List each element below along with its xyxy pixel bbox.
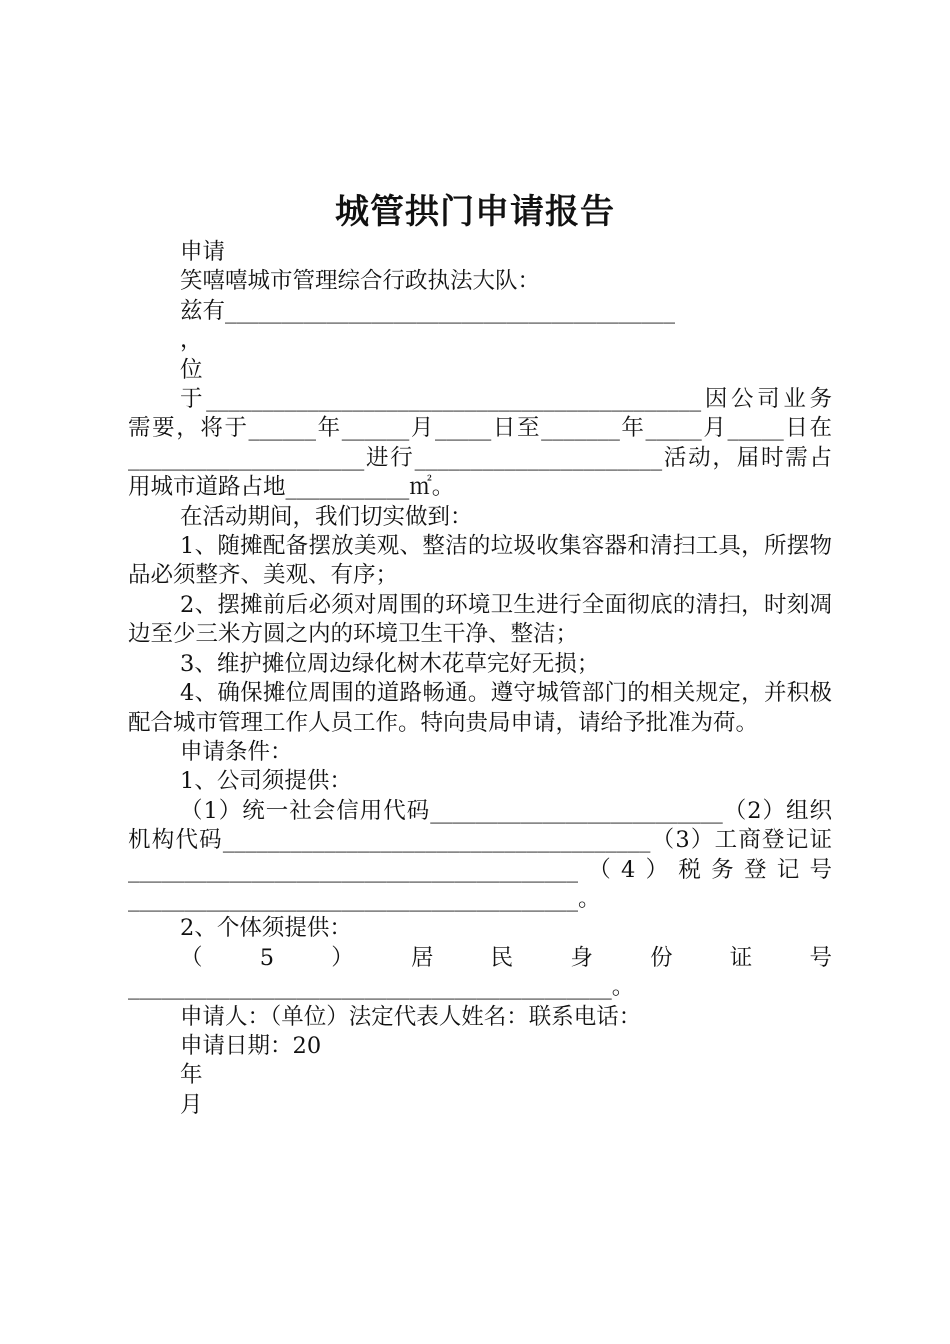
paragraph-activity-details: 于____________________________________________因公司业务需要，将于______年______月_____日至_______年_____月_____日在_____________________进行______________________活动，届时需占用城市道路占地___________㎡。 bbox=[128, 386, 832, 501]
paragraph-application-date: 申请日期：20 bbox=[180, 1032, 322, 1059]
paragraph-commitment-1: 1、随摊配备摆放美观、整洁的垃圾收集容器和清扫工具，所摆物品必须整齐、美观、有序； bbox=[128, 533, 832, 589]
paragraph-location-label: 位 bbox=[180, 356, 203, 383]
paragraph-recipient: 笑嘻嘻城市管理综合行政执法大队： bbox=[180, 268, 541, 295]
paragraph-company-requirements: 1、公司须提供： bbox=[180, 768, 352, 795]
document-body bbox=[128, 238, 832, 1120]
paragraph-month: 月 bbox=[180, 1091, 203, 1118]
paragraph-commitment-3: 3、维护摊位周边绿化树木花草完好无损； bbox=[180, 650, 600, 677]
paragraph-applicant-blank: 兹有________________________________________ bbox=[180, 297, 676, 324]
paragraph-individual-requirements: 2、个体须提供： bbox=[180, 915, 352, 942]
paragraph-id-number: （5）居民身份证号___________________________________________。 bbox=[128, 944, 832, 1001]
paragraph-commitment-4: 4、确保摊位周围的道路畅通。遵守城管部门的相关规定，并积极配合城市管理工作人员工作。特向贵局申请，请给予批准为荷。 bbox=[128, 680, 832, 736]
paragraph-commitment-2: 2、摆摊前后必须对周围的环境卫生进行全面彻底的清扫，时刻凋边至少三米方圆之内的环境卫生干净、整洁； bbox=[128, 591, 832, 648]
document-title: 城管拱门申请报告 bbox=[335, 192, 615, 232]
paragraph-comma: ， bbox=[180, 327, 203, 354]
paragraph-applicant-signature: 申请人：（单位）法定代表人姓名：联系电话： bbox=[180, 1003, 642, 1030]
paragraph-company-codes: （1）统一社会信用代码__________________________（2）组织机构代码______________________________________（3）工商登记证________________________________________（4）税务登记号________________________________________。 bbox=[128, 797, 832, 912]
paragraph-commitment-intro: 在活动期间，我们切实做到： bbox=[180, 503, 473, 530]
paragraph-conditions-heading: 申请条件： bbox=[180, 738, 293, 765]
paragraph-year: 年 bbox=[180, 1062, 203, 1089]
paragraph-application-heading: 申请 bbox=[180, 239, 226, 265]
